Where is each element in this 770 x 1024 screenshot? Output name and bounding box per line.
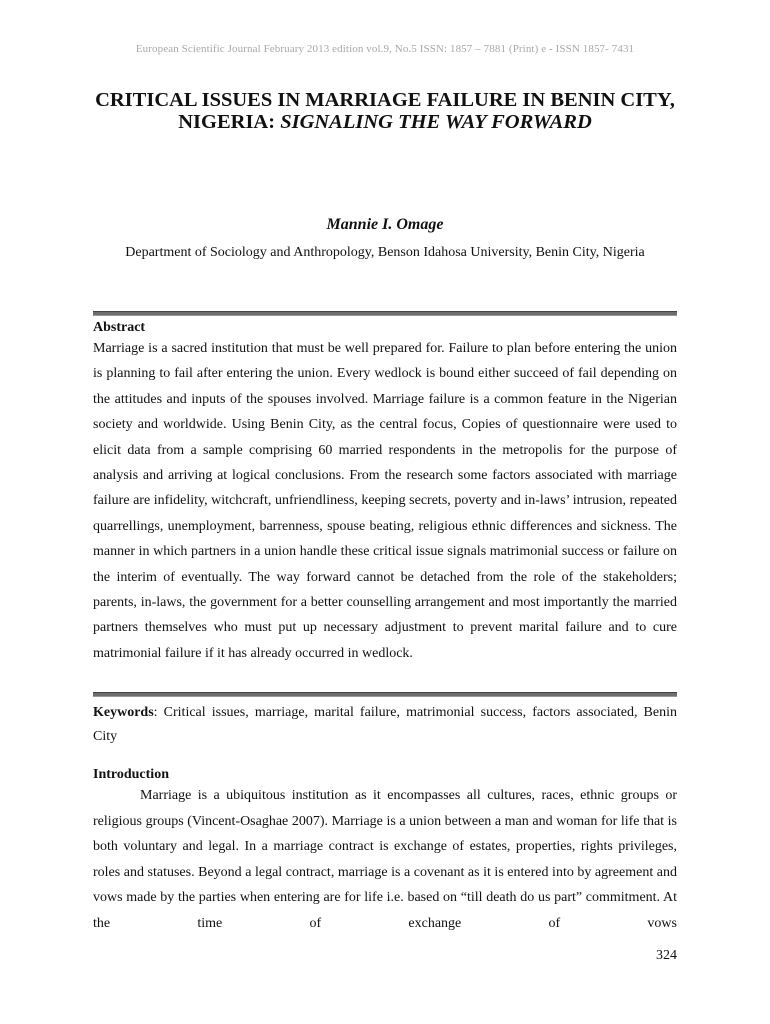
author-affiliation: Department of Sociology and Anthropology, Benson Idahosa University, Benin City, Nigeria [125, 245, 645, 260]
introduction-text: Marriage is a ubiquitous institution as it encompasses all cultures, races, ethnic groups or religious groups (Vincent-Osaghae 2007). Marriage is a union between a man and woman for life that is both voluntary and legal. In a marriage contract is exchange of estates, properties, rights privileges, roles and statuses. Beyond a legal contract, marriage is a covenant as it is entered into by agreement and vows made by the parties when entering are for life i.e. based on “till death do us part” commitment. At the time of exchange of vows [93, 788, 677, 931]
introduction-heading: Introduction [93, 767, 169, 782]
article-title-main: CRITICAL ISSUES IN MARRIAGE FAILURE IN BENIN CITY, NIGERIA: [95, 89, 675, 133]
article-title-subtitle: SIGNALING THE WAY FORWARD [280, 111, 592, 133]
keywords [93, 701, 677, 749]
abstract-heading: Abstract [93, 320, 146, 335]
article-title [60, 89, 710, 133]
running-header: European Scientific Journal February 2013 edition vol.9, No.5 ISSN: 1857 – 7881 (Print) e - ISSN 1857- 7431 [135, 43, 635, 55]
page-number: 324 [656, 948, 677, 963]
author-name: Mannie I. Omage [326, 216, 444, 233]
divider-top [93, 311, 677, 316]
keywords-label: Keywords [93, 705, 154, 720]
keywords-text: : Critical issues, marriage, marital failure, matrimonial success, factors associated, Benin City [93, 705, 677, 744]
divider-bottom [93, 692, 677, 697]
abstract-text: Marriage is a sacred institution that must be well prepared for. Failure to plan before entering the union is planning to fail after entering the union. Every wedlock is bound either succeed of fail depending on the attitudes and inputs of the spouses involved. Marriage failure is a common feature in the Nigerian society and worldwide. Using Benin City, as the central focus, Copies of questionnaire were used to elicit data from a sample comprising 60 married respondents in the metropolis for the purpose of analysis and arriving at logical conclusions. From the research some factors associated with marriage failure are infidelity, witchcraft, unfriendliness, keeping secrets, poverty and in-laws’ intrusion, repeated quarrellings, unemployment, barrenness, spouse beating, religious ethnic differences and sickness. The manner in which partners in a union handle these critical issue signals matrimonial success or failure on the interim of eventually. The way forward cannot be detached from the role of the stakeholders; parents, in-laws, the government for a better counselling arrangement and most importantly the married partners themselves who must put up necessary adjustment to prevent marital failure and to cure matrimonial failure if it has already occurred in wedlock. [93, 341, 677, 661]
